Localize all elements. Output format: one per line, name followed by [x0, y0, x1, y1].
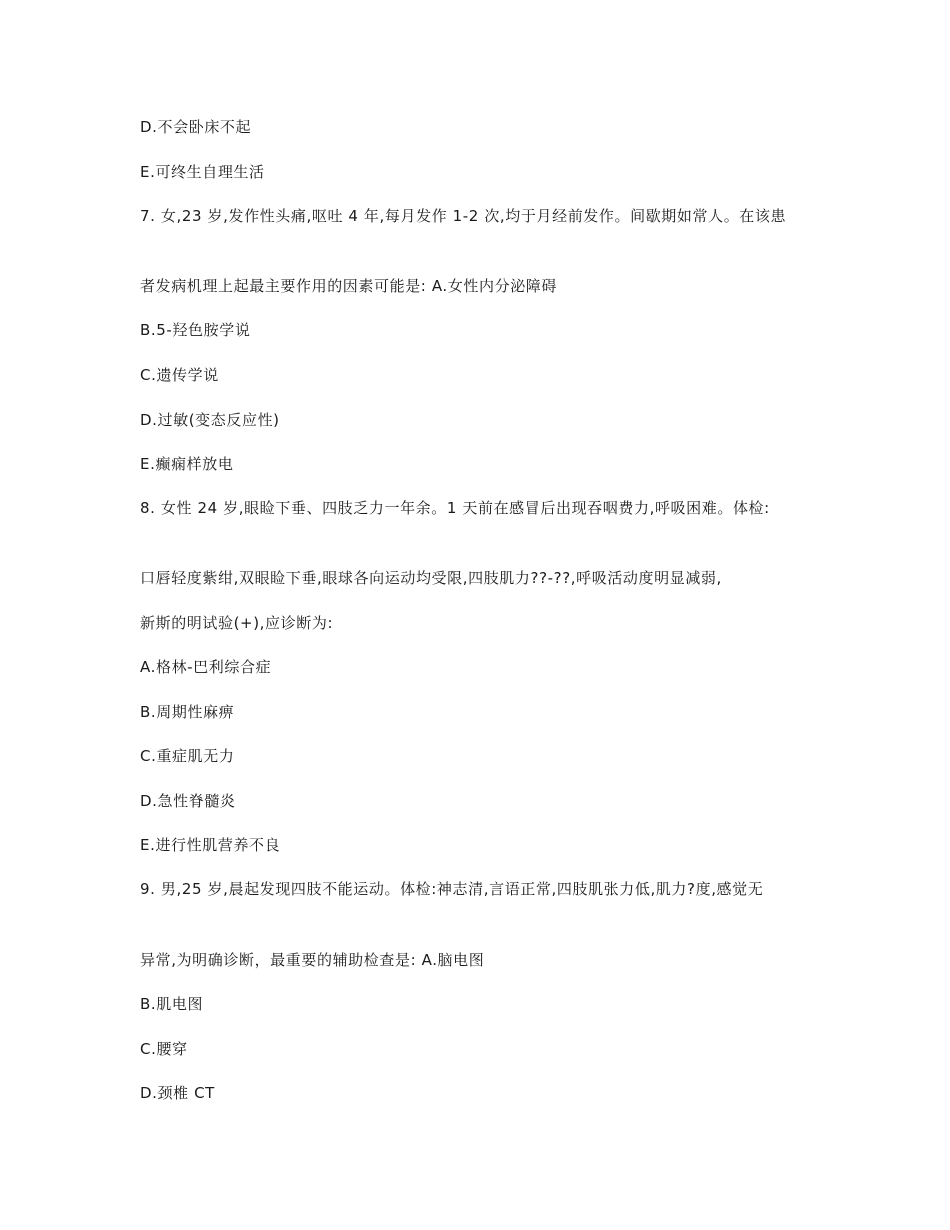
- option-e-q6: E.可终生自理生活: [140, 163, 265, 181]
- question-7-stem-continued: 者发病机理上起最主要作用的因素可能是: A.女性内分泌障碍: [140, 277, 557, 295]
- question-9-stem: 9. 男,25 岁,晨起发现四肢不能运动。体检:神志清,言语正常,四肢肌张力低,肌力?度,感觉无: [140, 880, 764, 898]
- option-d-q6: D.不会卧床不起: [140, 118, 252, 136]
- option-d-q7: D.过敏(变态反应性): [140, 411, 280, 429]
- option-b-q7: B.5-羟色胺学说: [140, 321, 251, 339]
- option-c-q8: C.重症肌无力: [140, 747, 235, 765]
- option-b-q8: B.周期性麻痹: [140, 703, 235, 721]
- option-a-q8: A.格林-巴利综合症: [140, 658, 272, 676]
- question-8-stem-continued: 口唇轻度紫绀,双眼睑下垂,眼球各向运动均受限,四肢肌力??-??,呼吸活动度明显减弱,: [140, 569, 722, 587]
- question-9-stem-continued: 异常,为明确诊断，最重要的辅助检查是: A.脑电图: [140, 951, 485, 969]
- option-b-q9: B.肌电图: [140, 995, 204, 1013]
- option-d-q8: D.急性脊髓炎: [140, 792, 236, 810]
- option-d-q9: D.颈椎 CT: [140, 1084, 215, 1102]
- question-7-stem: 7. 女,23 岁,发作性头痛,呕吐 4 年,每月发作 1-2 次,均于月经前发作。间歇期如常人。在该患: [140, 207, 787, 225]
- option-e-q8: E.进行性肌营养不良: [140, 836, 281, 854]
- question-8-stem-end: 新斯的明试验(+),应诊断为:: [140, 614, 334, 632]
- question-8-stem: 8. 女性 24 岁,眼睑下垂、四肢乏力一年余。1 天前在感冒后出现吞咽费力,呼吸困难。体检:: [140, 499, 770, 517]
- option-c-q9: C.腰穿: [140, 1040, 188, 1058]
- option-e-q7: E.癫痫样放电: [140, 455, 234, 473]
- option-c-q7: C.遗传学说: [140, 366, 219, 384]
